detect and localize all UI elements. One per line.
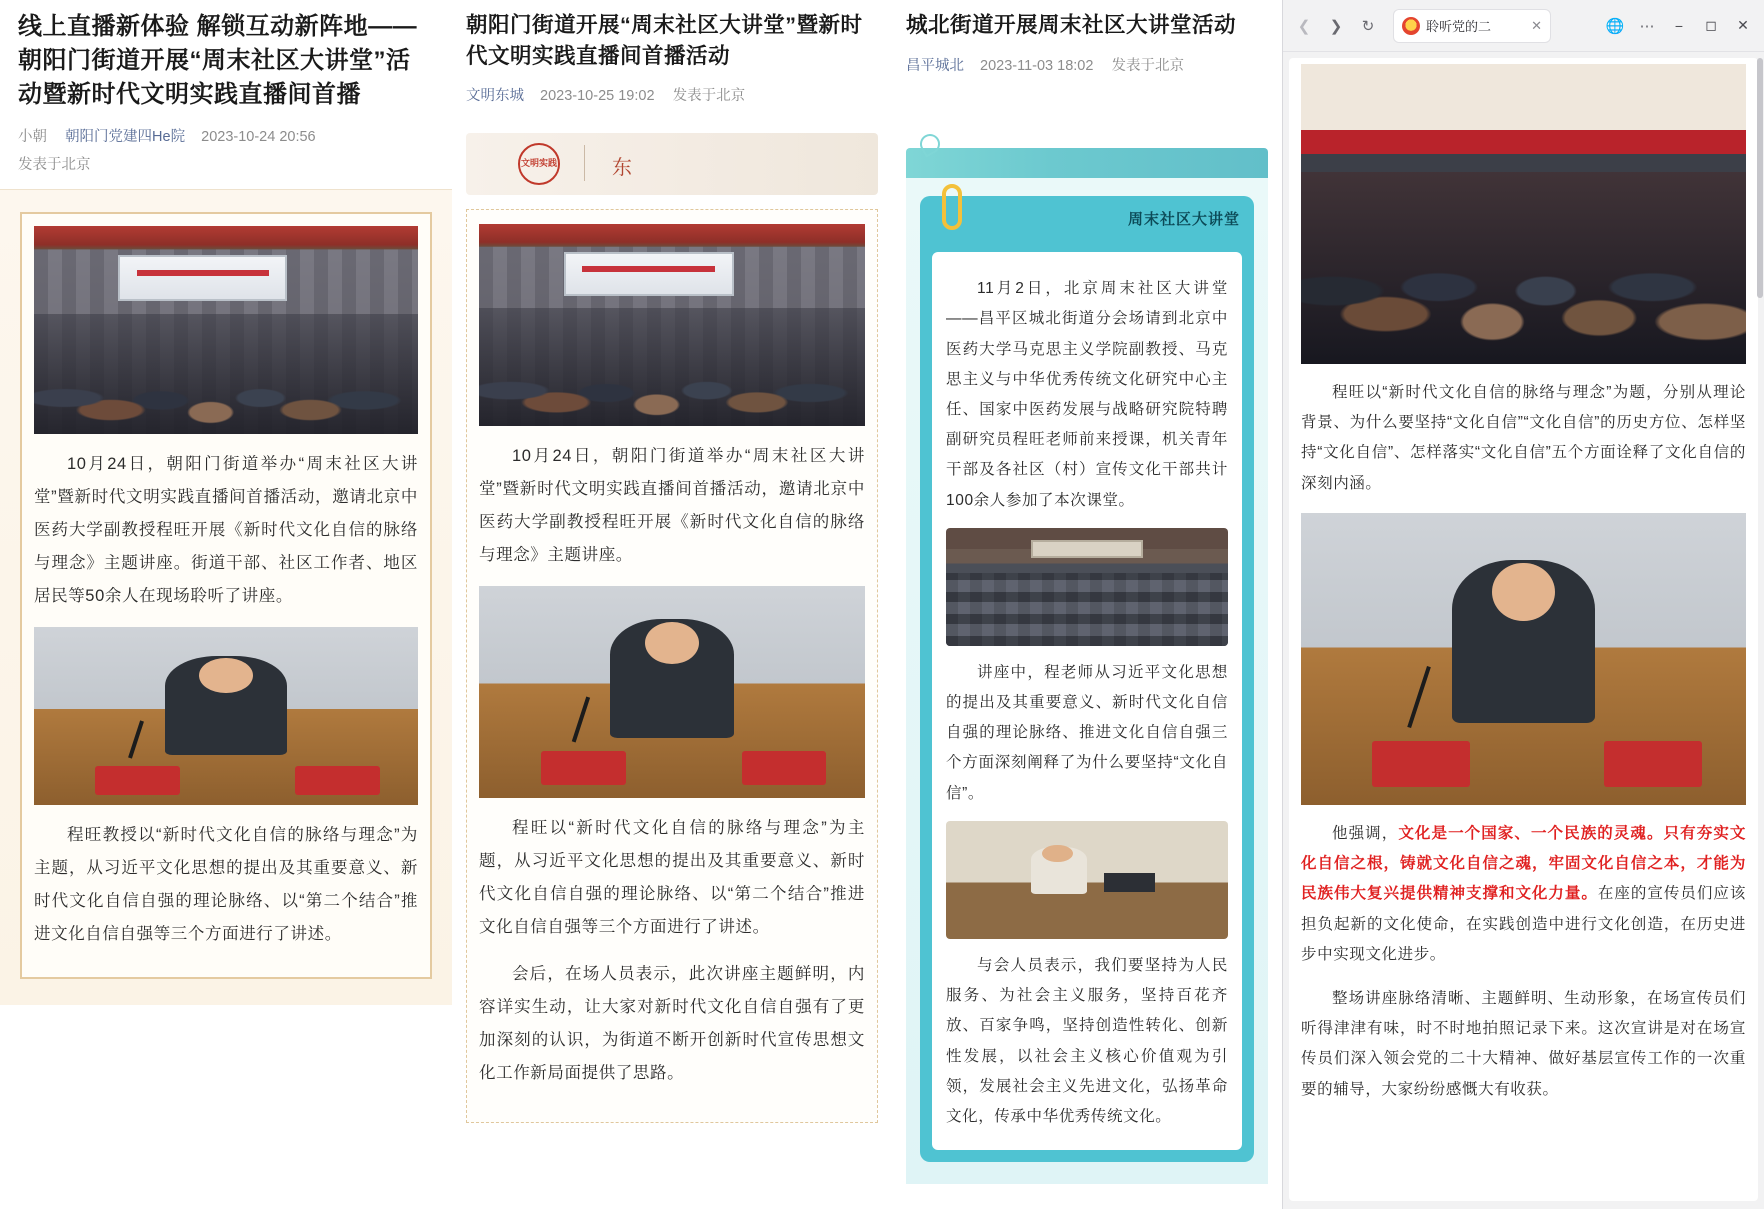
article-2-meta xyxy=(466,83,878,111)
article-1-author: 小朝 xyxy=(18,129,47,146)
browser-tab-title: 聆听党的二 xyxy=(1426,19,1492,34)
browser-toolbar xyxy=(1283,0,1764,52)
article-3-paragraph-2: 讲座中，程老师从习近平文化思想的提出及其重要意义、新时代文化自信自强的理论脉络、推进文化自信自强三个方面深刻阐释了为什么要坚持“文化自信”。 xyxy=(946,663,1228,802)
article-2-datetime: 2023-10-25 19:02 xyxy=(540,88,655,105)
chevron-left-icon[interactable]: ❮ xyxy=(1297,17,1311,35)
article-3-title: 城北街道开展周末社区大讲堂活动 xyxy=(906,13,1237,37)
article-3-meta xyxy=(906,53,1268,81)
article-1-paragraph-2: 程旺教授以“新时代文化自信的脉络与理念”为主题，从习近平文化思想的提出及其重要意义、新时代文化自信自强的理论脉络、以“第二个结合”推进文化自信自强等三个方面进行了讲述。 xyxy=(34,826,418,944)
article-column-3 xyxy=(892,0,1282,1209)
highlight-red-text: 文化是一个国家、一个民族的灵魂。只有夯实文化自信之根，铸就文化自信之魂，牢固文化自信之本，才能为民族伟大复兴提供精神支撑和文化力量。 xyxy=(1301,824,1746,903)
speaker-at-desk-photo xyxy=(34,627,418,805)
wechat-article-favicon xyxy=(1402,17,1420,35)
article-3-paragraph-3: 与会人员表示，我们要坚持为人民服务、为社会主义服务，坚持百花齐放、百家争鸣，坚持创造性转化、创新性发展，以社会主义核心价值观为引领，发展社会主义先进文化，弘扬革命文化，传承中华优秀传统文化。 xyxy=(946,956,1228,1125)
more-horizontal-icon[interactable]: ⋯ xyxy=(1639,17,1655,35)
article-3-account[interactable]: 昌平城北 xyxy=(906,57,964,74)
browser-paragraph-2: 整场讲座脉络清晰、主题鲜明、生动形象，在场宣传员们听得津津有味，时不时地拍照记录下来。这次宣讲是对在场宣传员们深入领会党的二十大精神、做好基层宣传工作的一次重要的辅导，大家纷纷感慨大有收获。 xyxy=(1301,989,1746,1098)
article-1-location: 发表于北京 xyxy=(18,156,91,173)
article-2-body xyxy=(466,209,878,1123)
browser-highlight-paragraph xyxy=(1301,819,1746,970)
decorative-wave-band xyxy=(906,148,1268,178)
article-2-location: 发表于北京 xyxy=(672,88,746,105)
browser-paragraph-1: 程旺以“新时代文化自信的脉络与理念”为题，分别从理论背景、为什么要坚持“文化自信”“文化自信”的历史方位、怎样坚持“文化自信”、怎样落实“文化自信”五个方面诠释了文化自信的深刻内涵。 xyxy=(1301,384,1746,492)
civilization-seal-icon: 文明实践 xyxy=(518,143,560,185)
globe-icon[interactable]: 🌐 xyxy=(1605,17,1625,35)
vertical-scrollbar[interactable] xyxy=(1757,58,1763,298)
auditorium-audience-photo xyxy=(34,226,418,434)
highlight-tail: 在座的宣传员们应该担负起新的文化使命，在实践创造中进行文化创造，在历史进步中实现文化进步。 xyxy=(1301,885,1746,963)
browser-page-content xyxy=(1289,58,1758,1201)
article-3-location: 发表于北京 xyxy=(1111,57,1185,74)
chevron-right-icon[interactable]: ❯ xyxy=(1329,17,1343,35)
article-3-card xyxy=(920,240,1254,1162)
article-3-paragraph-1: 11月2日，北京周末社区大讲堂——昌平区城北街道分会场请到北京中医药大学马克思主义学院副教授、马克思主义与中华优秀传统文化研究中心主任、国家中医药发展与战略研究院特聘副研究员程旺老师前来授课，机关青年干部及各社区（村）宣传文化干部共计100余人参加了本次课堂。 xyxy=(946,280,1228,509)
article-1-frame-inner xyxy=(20,212,432,979)
article-3-card-tab xyxy=(920,196,1254,240)
paperclip-icon xyxy=(942,184,962,230)
banner-divider xyxy=(584,145,585,181)
browser-window xyxy=(1282,0,1764,1209)
lecture-hall-photo xyxy=(946,528,1228,646)
highlight-lead: 他强调， xyxy=(1332,824,1399,842)
dongcheng-mark-icon: 东 xyxy=(612,156,632,179)
window-close-icon[interactable]: ✕ xyxy=(1737,17,1749,33)
speaker-stage-photo xyxy=(1301,513,1746,805)
article-2-paragraph-1: 10月24日，朝阳门街道举办“周末社区大讲堂”暨新时代文明实践直播间首播活动，邀请北京中医药大学副教授程旺开展《新时代文化自信的脉络与理念》主题讲座。 xyxy=(479,446,865,564)
auditorium-audience-photo xyxy=(479,224,865,426)
reload-icon[interactable]: ↻ xyxy=(1361,17,1375,35)
article-1-datetime: 2023-10-24 20:56 xyxy=(201,129,316,146)
red-hall-audience-photo xyxy=(1301,64,1746,364)
article-3-card-wrapper xyxy=(906,178,1268,1184)
article-1-account[interactable]: 朝阳门党建四He院 xyxy=(65,129,186,146)
article-column-1 xyxy=(0,0,452,1209)
article-1-title: 线上直播新体验 解锁互动新阵地——朝阳门街道开展“周末社区大讲堂”活动暨新时代文明实践直播间首播 xyxy=(18,13,418,109)
article-2-header-banner xyxy=(466,133,878,195)
article-2-title: 朝阳门街道开展“周末社区大讲堂”暨新时代文明实践直播间首播活动 xyxy=(466,13,863,68)
article-3-card-content xyxy=(932,252,1242,1150)
browser-tab[interactable] xyxy=(1393,9,1551,43)
article-3-datetime: 2023-11-03 18:02 xyxy=(980,57,1094,74)
close-icon[interactable]: ✕ xyxy=(1531,17,1542,33)
article-1-meta xyxy=(18,124,434,179)
article-1-paragraph-1: 10月24日，朝阳门街道举办“周末社区大讲堂”暨新时代文明实践直播间首播活动，邀请北京中医药大学副教授程旺开展《新时代文化自信的脉络与理念》主题讲座。街道干部、社区工作者、地区居民等50余人在现场聆听了讲座。 xyxy=(34,455,418,606)
article-1-decorative-frame xyxy=(0,189,452,1005)
article-2-account[interactable]: 文明东城 xyxy=(466,88,524,105)
article-column-2 xyxy=(452,0,892,1209)
minimize-icon[interactable]: − xyxy=(1674,17,1684,34)
speaker-at-desk-photo xyxy=(479,586,865,798)
article-2-paragraph-3: 会后，在场人员表示，此次讲座主题鲜明，内容详实生动，让大家对新时代文化自信自强有了更加深刻的认识，为街道不断开创新时代宣传思想文化工作新局面提供了思路。 xyxy=(479,964,865,1082)
maximize-icon[interactable]: ◻ xyxy=(1705,17,1717,33)
speaker-podium-photo xyxy=(946,821,1228,939)
article-3-card-tab-label: 周末社区大讲堂 xyxy=(1127,210,1240,228)
article-2-paragraph-2: 程旺以“新时代文化自信的脉络与理念”为主题，从习近平文化思想的提出及其重要意义、新时代文化自信自强的理论脉络、以“第二个结合”推进文化自信自强等三个方面进行了讲述。 xyxy=(479,818,865,936)
